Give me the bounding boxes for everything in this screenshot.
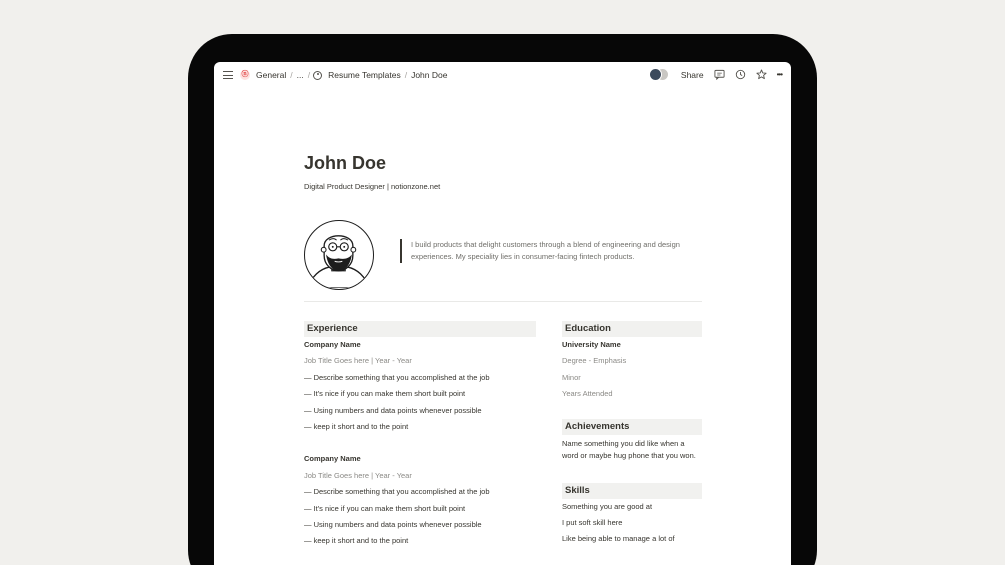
university-name[interactable]: University Name xyxy=(562,340,621,349)
top-bar-actions xyxy=(649,68,782,81)
experience-column xyxy=(304,321,536,550)
empty-block xyxy=(304,435,536,451)
breadcrumb-current-page[interactable]: John Doe xyxy=(411,70,448,80)
breadcrumb-separator: / xyxy=(404,70,408,80)
breadcrumb xyxy=(240,70,448,80)
skills-heading[interactable]: Skills xyxy=(562,483,702,499)
years-attended[interactable]: Years Attended xyxy=(562,389,613,399)
achievements-text[interactable]: Name something you did like when a word or maybe hug phone that you won. xyxy=(562,438,696,460)
breadcrumb-ellipsis[interactable]: ... xyxy=(296,70,304,80)
skill-item[interactable]: I put soft skill here xyxy=(562,517,623,527)
top-bar xyxy=(214,62,791,90)
hamburger-menu-icon[interactable] xyxy=(223,71,233,80)
intro-quote[interactable]: I build products that delight customers through a blend of engineering and design experiences. My speciality lies in consumer-facing fintech products. xyxy=(400,239,690,263)
breadcrumb-general[interactable]: General xyxy=(256,70,287,80)
experience-bullet[interactable]: — Using numbers and data points whenever possible xyxy=(304,405,482,415)
page-icon xyxy=(313,71,322,80)
experience-bullet[interactable]: — Describe something that you accomplished at the job xyxy=(304,487,490,497)
workspace-icon: ⓝ xyxy=(241,71,249,78)
minor[interactable]: Minor xyxy=(562,372,581,382)
skill-item[interactable]: Like being able to manage a lot of xyxy=(562,534,675,544)
degree[interactable]: Degree - Emphasis xyxy=(562,356,627,366)
page-subtitle[interactable]: Digital Product Designer | notionzone.net xyxy=(304,182,441,191)
company-name[interactable]: Company Name xyxy=(304,454,361,464)
favorite-star-icon[interactable] xyxy=(756,69,767,80)
education-heading[interactable]: Education xyxy=(562,321,702,337)
share-button[interactable]: Share xyxy=(680,69,704,80)
notion-page-window xyxy=(214,62,791,565)
skill-item[interactable]: Something you are good at xyxy=(562,501,653,511)
section-divider xyxy=(304,301,702,302)
collaborator-avatars[interactable] xyxy=(649,68,671,81)
experience-bullet[interactable]: — It's nice if you can make them short built point xyxy=(304,389,466,399)
breadcrumb-resume-templates[interactable]: Resume Templates xyxy=(328,70,401,80)
experience-heading[interactable]: Experience xyxy=(304,321,536,337)
comment-icon[interactable] xyxy=(714,69,725,80)
job-title[interactable]: Job Title Goes here | Year - Year xyxy=(304,356,412,366)
page-title[interactable]: John Doe xyxy=(304,153,387,173)
profile-illustration xyxy=(304,220,374,290)
experience-bullet[interactable]: — It's nice if you can make them short built point xyxy=(304,503,466,513)
company-name[interactable]: Company Name xyxy=(304,340,361,349)
sidebar-column xyxy=(562,321,702,548)
experience-bullet[interactable]: — keep it short and to the point xyxy=(304,536,409,546)
history-clock-icon[interactable] xyxy=(735,69,746,80)
experience-bullet[interactable]: — Describe something that you accomplished at the job xyxy=(304,372,490,382)
job-title[interactable]: Job Title Goes here | Year - Year xyxy=(304,470,412,480)
achievements-heading[interactable]: Achievements xyxy=(562,419,702,435)
experience-bullet[interactable]: — keep it short and to the point xyxy=(304,421,409,431)
breadcrumb-separator: / xyxy=(307,70,311,80)
experience-bullet[interactable]: — Using numbers and data points whenever possible xyxy=(304,519,482,529)
breadcrumb-separator: / xyxy=(290,70,293,80)
avatar xyxy=(649,68,662,81)
more-options-button[interactable]: ••• xyxy=(776,70,782,79)
